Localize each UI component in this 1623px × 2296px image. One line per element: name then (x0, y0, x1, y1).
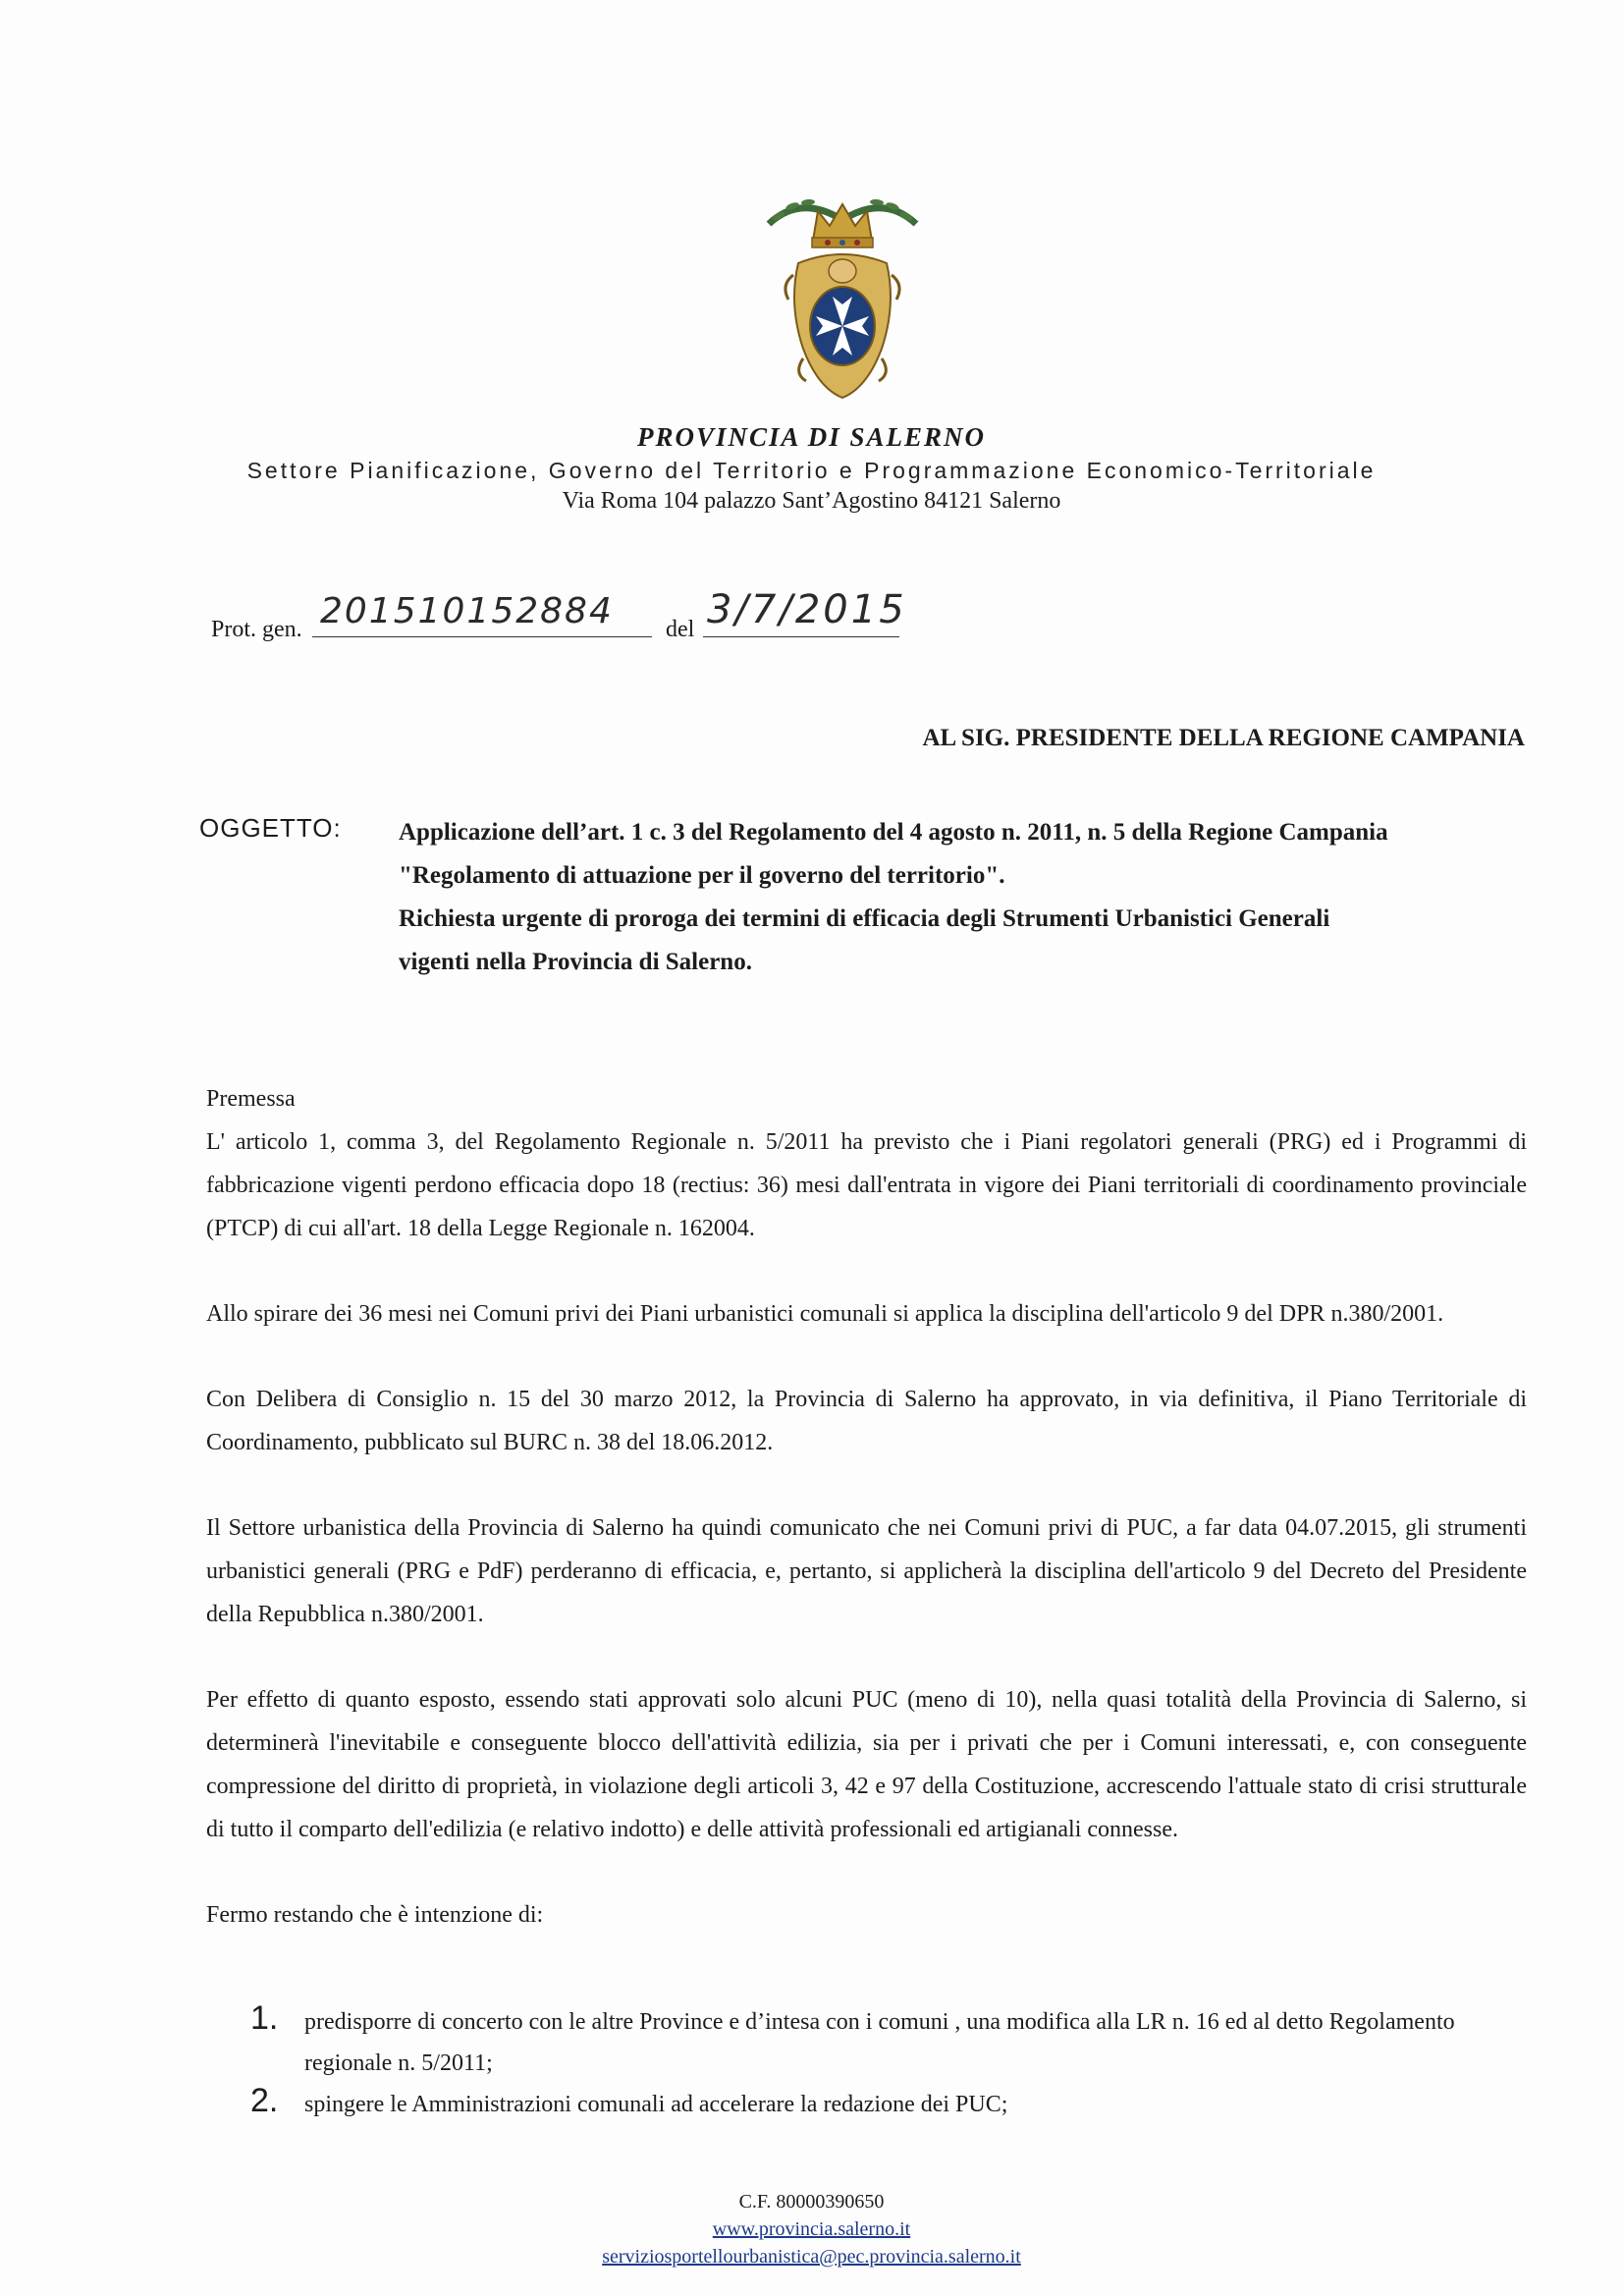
protocol-label: Prot. gen. (211, 617, 302, 642)
list-item-text: spingere le Amministrazioni comunali ad accelerare la redazione dei PUC; (304, 2092, 1008, 2117)
subject-line: Richiesta urgente di proroga dei termini di efficacia degli Strumenti Urbanistici Generali (399, 905, 1330, 932)
protocol-number-field (312, 589, 652, 637)
list-item-number: 2. (250, 2082, 279, 2119)
recipient: AL SIG. PRESIDENTE DELLA REGIONE CAMPANIA (922, 725, 1525, 751)
list-item-number: 1. (250, 1999, 279, 2037)
province-coat-of-arms-icon (759, 187, 926, 408)
protocol-number: 201510152884 (320, 591, 614, 631)
fiscal-code: C.F. 80000390650 (738, 2191, 885, 2213)
protocol-date: 3/7/2015 (707, 587, 907, 632)
website-link[interactable]: www.provincia.salerno.it (712, 2218, 911, 2240)
protocol-date-field (703, 587, 907, 637)
list-item-text: predisporre di concerto con le altre Province e d’intesa con i comuni , una modifica alla LR n. 16 ed al detto Regolamento regionale n. 5/2011; (304, 2009, 1455, 2076)
body-paragraph: L' articolo 1, comma 3, del Regolamento Regionale n. 5/2011 ha previsto che i Piani regolatori generali (PRG) ed i Programmi di fabbricazione vigenti perdono efficacia dopo 18 (rectius: 36) mesi dall'entrata in vigore dei Piani territoriali di coordinamento provinciale (PTCP) di cui all'art. 18 della Legge Regionale n. 162004. (206, 1129, 1527, 1241)
subject-line: "Regolamento di attuazione per il governo del territorio". (399, 862, 1005, 889)
body-paragraph: Allo spirare dei 36 mesi nei Comuni privi dei Piani urbanistici comunali si applica la disciplina dell'articolo 9 del DPR n.380/2001. (206, 1301, 1444, 1327)
letterhead-sector: Settore Pianificazione, Governo del Territorio e Programmazione Economico-Territoriale (246, 458, 1377, 483)
subject-line: vigenti nella Provincia di Salerno. (399, 949, 752, 975)
protocol-del-label: del (666, 617, 695, 642)
letterhead-address: Via Roma 104 palazzo Sant’Agostino 84121 Salerno (562, 488, 1061, 514)
body-paragraph: Con Delibera di Consiglio n. 15 del 30 marzo 2012, la Provincia di Salerno ha approvato, in via definitiva, il Piano Territoriale di Coordinamento, pubblicato sul BURC n. 38 del 18.06.2012. (206, 1387, 1527, 1455)
subject-line: Applicazione dell’art. 1 c. 3 del Regolamento del 4 agosto n. 2011, n. 5 della Regione Campania (399, 819, 1388, 846)
subject-label: OGGETTO: (199, 813, 342, 843)
body-paragraph: Il Settore urbanistica della Provincia di Salerno ha quindi comunicato che nei Comuni privi di PUC, a far data 04.07.2015, gli strumenti urbanistici generali (PRG e PdF) perderanno di efficacia, e, pertanto, si applicherà la disciplina dell'articolo 9 del Decreto del Presidente della Repubblica n.380/2001. (206, 1515, 1527, 1627)
list-item (250, 2084, 1527, 2125)
email-link[interactable]: serviziosportellourbanistica@pec.provincia.salerno.it (602, 2246, 1021, 2268)
letterhead-title: PROVINCIA DI SALERNO (636, 422, 987, 452)
body-paragraph: Fermo restando che è intenzione di: (206, 1902, 544, 1928)
premessa-heading: Premessa (206, 1086, 296, 1112)
subject-text (399, 811, 1538, 984)
numbered-list (250, 2001, 1527, 2125)
letter-body (206, 1077, 1527, 1937)
body-paragraph: Per effetto di quanto esposto, essendo stati approvati solo alcuni PUC (meno di 10), nella quasi totalità della Provincia di Salerno, si determinerà l'inevitabile e conseguente blocco dell'attività edilizia, sia per i privati che per i Comuni interessati, e, con conseguente compressione del diritto di proprietà, in violazione degli articoli 3, 42 e 97 della Costituzione, accrescendo l'attuale stato di crisi strutturale di tutto il comparto dell'edilizia (e relativo indotto) e delle attività professionali ed artigianali connesse. (206, 1687, 1527, 1842)
list-item (250, 2001, 1527, 2084)
letter-footer (0, 2188, 1623, 2270)
